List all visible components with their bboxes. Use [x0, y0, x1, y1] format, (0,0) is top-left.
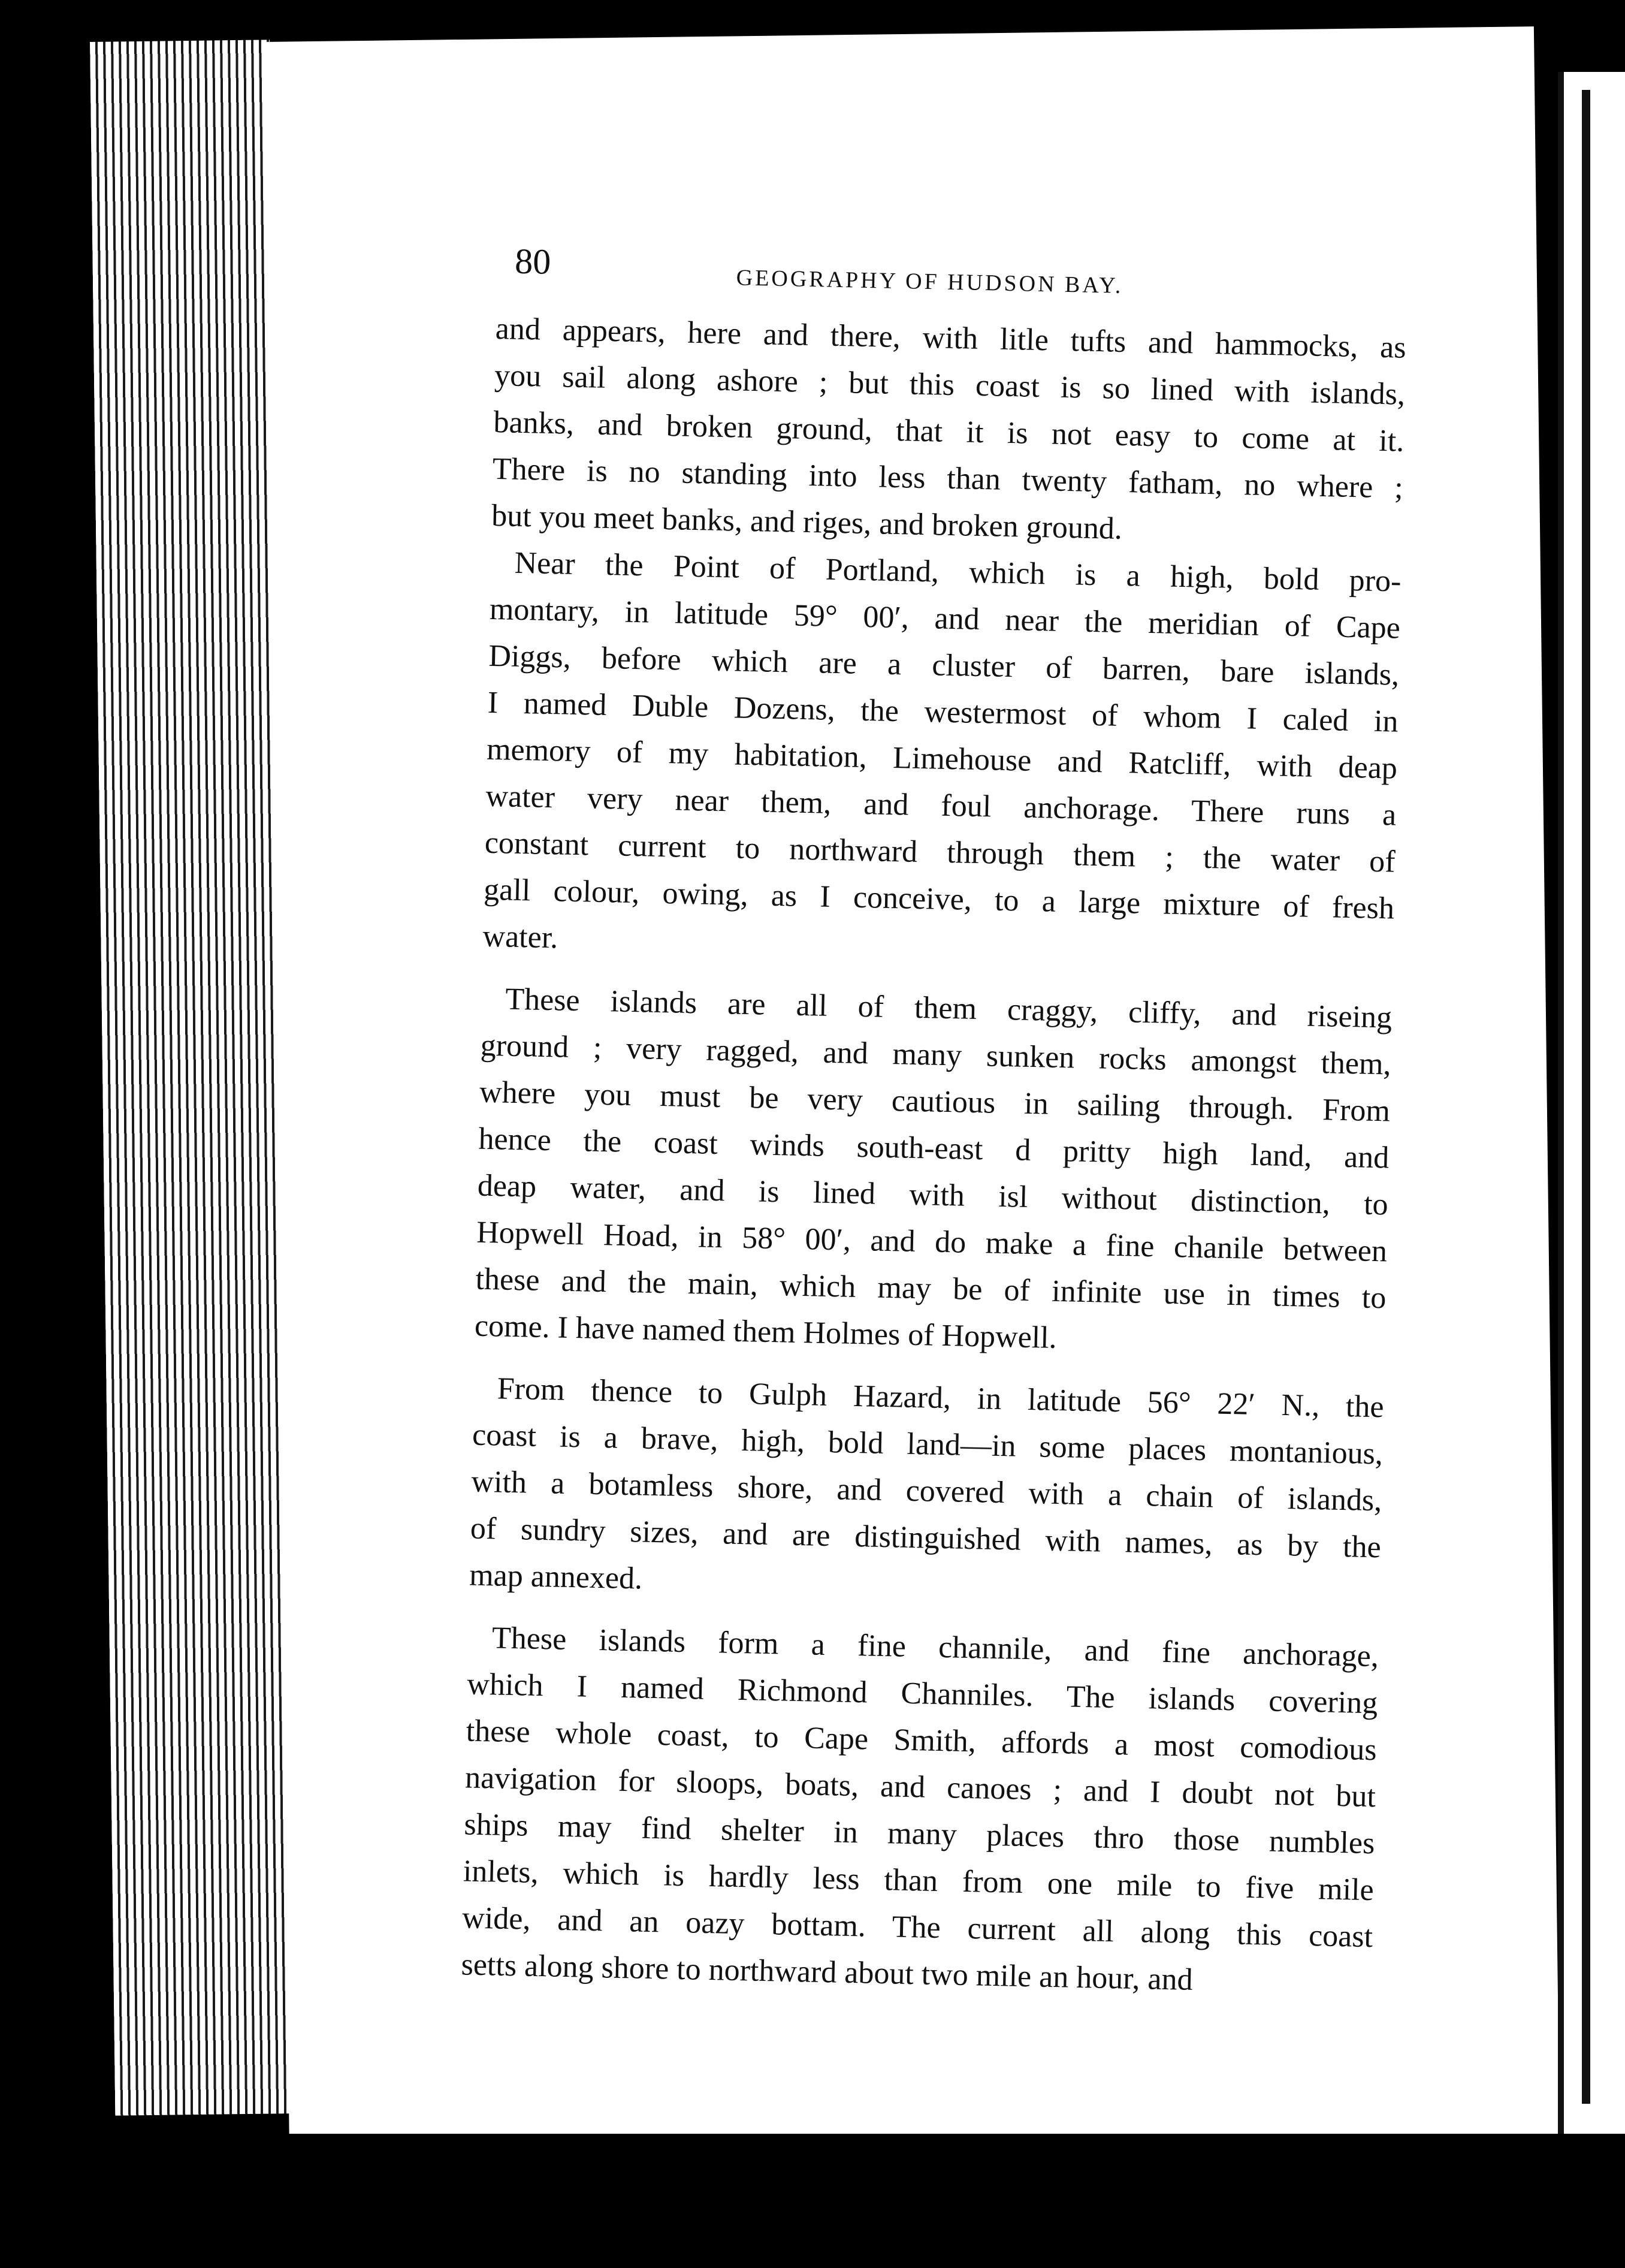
text-line: coast is a brave, high, bold land—in some places montanious, — [472, 1418, 1384, 1471]
page-content — [461, 240, 1408, 2007]
paragraph — [461, 1614, 1379, 2007]
facing-page-edge — [1558, 72, 1625, 2146]
gutter-shadow — [1582, 90, 1590, 2104]
text-line: inlets, which is hardly less than from one mile to five mile — [463, 1854, 1375, 1908]
text-line: deap water, and is lined with isl without distinction, to — [477, 1168, 1389, 1222]
text-line: From thence to Gulph Hazard, in latitude 56° 22′ N., the — [497, 1371, 1385, 1425]
text-line: ground ; very ragged, and many sunken rocks amongst them, — [480, 1028, 1392, 1082]
scan-background — [0, 2134, 1625, 2268]
text-line: navigation for sloops, boats, and canoes ; and I doubt not but — [464, 1760, 1376, 1814]
text-line: There is no standing into less than twenty fatham, no where ; — [492, 451, 1404, 505]
text-line: memory of my habitation, Limehouse and Ratcliff, with deap — [486, 732, 1398, 786]
text-line: water. — [482, 919, 558, 955]
text-line: but you meet banks, and riges, and broken ground. — [491, 498, 1123, 546]
running-head: GEOGRAPHY OF HUDSON BAY. — [736, 265, 1123, 298]
text-line: I named Duble Dozens, the westermost of whom I caled in — [487, 685, 1399, 739]
text-line: which I named Richmond Channiles. The islands covering — [466, 1667, 1378, 1721]
text-line: hence the coast winds south-east d pritty high land, and — [478, 1121, 1390, 1175]
book-page-edges — [90, 40, 295, 2115]
text-line: you sail along ashore ; but this coast is so lined with islands, — [494, 358, 1406, 412]
body-text — [461, 306, 1406, 2007]
text-line: these whole coast, to Cape Smith, affords a most comodious — [466, 1714, 1378, 1768]
text-line: come. I have named them Holmes of Hopwell. — [474, 1308, 1058, 1355]
text-line: water very near them, and foul anchorage. There runs a — [485, 779, 1397, 833]
text-line: These islands form a fine channile, and fine anchorage, — [491, 1621, 1379, 1674]
text-line: gall colour, owing, as I conceive, to a large mixture of fresh — [483, 872, 1395, 926]
text-line: where you must be very cautious in sailing through. From — [479, 1075, 1391, 1129]
text-line: Hopwell Hoad, in 58° 00′, and do make a fine chanile between — [476, 1215, 1388, 1269]
text-line: constant current to northward through them ; the water of — [484, 825, 1396, 879]
text-line: wide, and an oazy bottam. The current all along this coast — [461, 1901, 1373, 1955]
text-line: these and the main, which may be of infinite use in times to — [475, 1262, 1387, 1316]
paragraph — [469, 1365, 1385, 1618]
text-line: with a botamless shore, and covered with a chain of islands, — [471, 1464, 1382, 1518]
text-line: of sundry sizes, and are distinguished with names, as by the — [470, 1511, 1382, 1565]
text-line: These islands are all of them craggy, cliffy, and riseing — [505, 982, 1393, 1035]
text-line: Near the Point of Portland, which is a high, bold pro- — [514, 545, 1402, 599]
text-line: banks, and broken ground, that it is not easy to come at it. — [493, 405, 1404, 459]
text-line: and appears, here and there, with litle tufts and hammocks, as — [495, 311, 1407, 365]
text-line: map annexed. — [469, 1558, 643, 1596]
text-line: Diggs, before which are a cluster of barren, bare islands, — [488, 638, 1400, 692]
paragraph — [474, 976, 1393, 1369]
page-number: 80 — [514, 241, 551, 282]
text-line: ships may find shelter in many places thro those numbles — [464, 1807, 1375, 1861]
text-line: setts along shore to northward about two mile an hour, and — [461, 1947, 1194, 1997]
paragraph — [482, 539, 1402, 979]
paragraph — [491, 306, 1407, 559]
text-line: montary, in latitude 59° 00′, and near the meridian of Cape — [489, 592, 1401, 646]
